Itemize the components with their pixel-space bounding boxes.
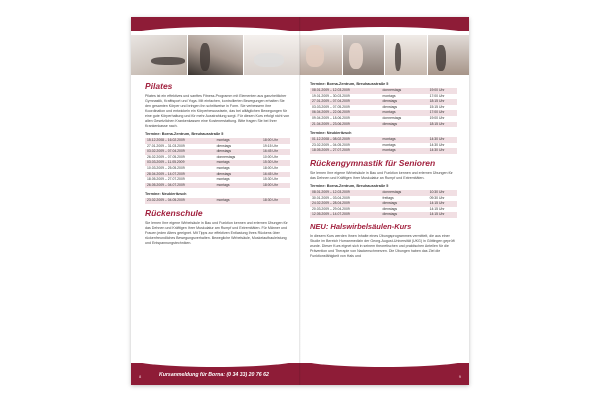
cont-schedule2-table — [310, 137, 457, 154]
schedule-weekday: dienstags — [381, 122, 428, 128]
senioren-schedule-title: Termine: Borna-Zentrum, Breuhausstraße 5 — [310, 183, 389, 188]
schedule-weekday: dienstags — [381, 99, 428, 105]
left-page — [131, 17, 300, 385]
page-fold — [299, 17, 301, 385]
schedule-dates: 15.12.2008 – 16.02.2009 — [145, 138, 215, 144]
schedule-dates: 24.02.2009 – 28.04.2009 — [310, 201, 381, 207]
schedule-row — [310, 212, 457, 218]
schedule-dates: 26.05.2009 – 04.07.2009 — [145, 183, 215, 189]
schedule-time: 18:00 Uhr — [261, 166, 290, 172]
rueckenschule-text: Sie lernen Ihre eigene Wirbelsäule in Bau und Funktion kennen und erlernen Übungen für das Dehnen und Kräftigen Ihrer Muskulatur am Rumpf und Extremitäten. Für Männer und Frauen jeden Alters geeignet. Mit Tipps zur effektiven Entlastung Ihres Rückens über rückenfreundliches Bewegungsverhalten. Bewegliche Wirbelsäule, Muskelaufbauleistung und Entspannungstechniken. — [145, 220, 288, 245]
schedule-weekday: freitags — [381, 196, 428, 202]
schedule-dates: 27.01.2009 – 07.04.2009 — [310, 99, 381, 105]
schedule-time: 19:00 Uhr — [428, 116, 457, 122]
schedule-weekday: montags — [381, 94, 428, 100]
schedule-weekday: donnerstags — [215, 155, 261, 161]
schedule-weekday: montags — [215, 183, 261, 189]
schedule-row — [145, 183, 290, 189]
photo-neck-pain — [343, 35, 385, 75]
right-content — [310, 80, 457, 262]
right-page — [300, 17, 469, 385]
senioren-text: Sie lernen Ihre eigene Wirbelsäule in Bau und Funktion kennen und erlernen Übungen für das Dehnen und Kräftigen Ihrer Muskulatur an Rumpf und Extremitäten. — [310, 170, 453, 180]
schedule-weekday: montags — [381, 148, 428, 154]
schedule-dates: 19.01.2009 – 30.03.2009 — [310, 94, 381, 100]
bottom-accent-bar-right — [300, 363, 469, 385]
schedule-time: 14:15 Uhr — [428, 201, 457, 207]
schedule-time: 19:00 Uhr — [428, 88, 457, 94]
cont-schedule-title: Termine: Borna-Zentrum, Breuhausstraße 5 — [310, 82, 389, 86]
schedule-row — [310, 148, 457, 154]
schedule-weekday: donnerstags — [381, 190, 428, 196]
schedule-row — [310, 122, 457, 128]
schedule-row — [310, 116, 457, 122]
photo-exercise-ball — [244, 35, 300, 75]
rueckenschule-heading: Rückenschule — [145, 207, 203, 218]
pilates-schedule-table — [145, 138, 290, 188]
schedule-weekday: montags — [381, 143, 428, 149]
schedule-time: 16:45 Uhr — [261, 172, 290, 178]
schedule-row — [310, 190, 457, 196]
photo-senior-exercise — [428, 35, 470, 75]
schedule-time: 10:00 Uhr — [261, 155, 290, 161]
schedule-time: 17:00 Uhr — [428, 94, 457, 100]
schedule-dates: 21.04.2009 – 23.06.2009 — [310, 122, 381, 128]
bottom-accent-bar — [131, 363, 300, 385]
photo-yoga-pose — [188, 35, 244, 75]
schedule-time: 17:00 Uhr — [428, 110, 457, 116]
page-number-left: 8 — [139, 374, 142, 379]
schedule-weekday: montags — [381, 110, 428, 116]
schedule-dates: 18.05.2009 – 27.07.2009 — [310, 148, 381, 154]
pilates-schedule2-table — [145, 198, 290, 204]
schedule-time: 15:30 Uhr — [261, 160, 290, 166]
schedule-dates: 26.02.2009 – 07.05.2009 — [145, 155, 215, 161]
schedule-time: 14:30 Uhr — [428, 143, 457, 149]
schedule-weekday: montags — [215, 166, 261, 172]
schedule-time: 10:30 Uhr — [428, 190, 457, 196]
schedule-weekday: dienstags — [381, 212, 428, 218]
schedule-row — [145, 149, 290, 155]
schedule-dates: 08.01.2009 – 12.03.2009 — [310, 88, 381, 94]
cont-schedule-table — [310, 88, 457, 127]
schedule-dates: 28.04.2009 – 14.07.2009 — [145, 172, 215, 178]
schedule-dates: 18.05.2009 – 27.07.2009 — [145, 177, 215, 183]
schedule-weekday: montags — [215, 160, 261, 166]
schedule-weekday: donnerstags — [381, 116, 428, 122]
schedule-time: 18:00 Uhr — [261, 183, 290, 189]
top-accent-bar-right — [300, 17, 469, 31]
schedule-weekday: dienstags — [381, 207, 428, 213]
photo-strip-right — [300, 35, 469, 75]
schedule-weekday: montags — [381, 137, 428, 143]
schedule-weekday: montags — [215, 138, 261, 144]
hws-heading: NEU: Halswirbelsäulen-Kurs — [310, 221, 412, 231]
schedule-time: 09:30 Uhr — [428, 196, 457, 202]
pilates-schedule2-title: Termine: Neukieritzsch — [145, 192, 187, 197]
schedule-weekday: dienstags — [215, 144, 261, 150]
schedule-time: 15:30 Uhr — [261, 177, 290, 183]
senioren-schedule-table — [310, 190, 457, 218]
schedule-dates: 03.03.2009 – 11.05.2009 — [145, 160, 215, 166]
page-number-right: 9 — [458, 374, 461, 379]
schedule-dates: 20.03.2009 – 29.04.2009 — [310, 207, 381, 213]
schedule-dates: 03.03.2009 – 07.05.2009 — [310, 105, 381, 111]
photo-strip-left — [131, 35, 300, 75]
schedule-row — [310, 99, 457, 105]
schedule-time: 14:15 Uhr — [428, 212, 457, 218]
schedule-weekday: montags — [215, 198, 261, 204]
schedule-time: 14:30 Uhr — [428, 137, 457, 143]
left-content — [145, 81, 290, 249]
schedule-weekday: dienstags — [215, 172, 261, 178]
schedule-time: 18:30 Uhr — [261, 198, 290, 204]
brochure-spread — [131, 17, 469, 385]
schedule-dates: 01.12.2008 – 08.02.2009 — [310, 137, 381, 143]
schedule-time: 18:00 Uhr — [261, 138, 290, 144]
schedule-dates: 09.04.2009 – 18.06.2009 — [310, 116, 381, 122]
schedule-dates: 30.01.2009 – 03.04.2009 — [310, 196, 381, 202]
schedule-time: 14:15 Uhr — [428, 207, 457, 213]
schedule-dates: 12.05.2009 – 14.07.2009 — [310, 212, 381, 218]
top-accent-bar — [131, 17, 300, 31]
schedule-dates: 03.02.2009 – 07.04.2009 — [145, 149, 215, 155]
schedule-dates: 23.02.2009 – 04.05.2009 — [145, 198, 215, 204]
pilates-heading: Pilates — [145, 81, 173, 91]
schedule-row — [145, 177, 290, 183]
schedule-dates: 06.04.2009 – 22.06.2009 — [310, 110, 381, 116]
photo-gymnastics — [385, 35, 427, 75]
schedule-time: 14:30 Uhr — [428, 148, 457, 154]
photo-stretching — [131, 35, 187, 75]
hws-text: In diesem Kurs werden Ihnen Inhalte eines Übungsprogrammes vermittelt, die aus einer Studie im Bereich Humanmedizin der Georg-August-Universität (UKG) in Göttingen geprüft wurde. Dieser Kurs eignet sich in seinem theoretischen und praktischen Anteilen für die Prävention und Therapie von Nackenschmerzen. Die Übungen haben das Ziel die Funktionsfähigkeit von Hals und — [310, 233, 455, 258]
schedule-row — [145, 166, 290, 172]
pilates-text: Pilates ist ein effektives und sanftes Fitness-Programm mit Elementen aus ganzheitlicher Gymnastik, Krafttsport und Yoga. Mit einfachen, kontrollierten Bewegungen erhalten Sie den gesamten Körper und bringen ihn schrittweise in Form. Sie verbessern ihre Koordination und entwickeln ein Körperbewusstsein, das bei alltäglichen Bewegungen für eine gute Körperhaltung und für mehr Ausstrahlung sorgt. Für diesen Kurs erfolgt nicht von allen Gesetzlichen Krankenkassen eine Kostenerstattung. Bitte fragen Sie bei Ihrer Krankenkasse nach. — [145, 94, 290, 128]
schedule-time: 18:15 Uhr — [428, 122, 457, 128]
schedule-dates: 10.03.2009 – 25.05.2009 — [145, 166, 215, 172]
schedule-weekday: montags — [215, 177, 261, 183]
schedule-weekday: donnerstags — [381, 88, 428, 94]
schedule-dates: 08.01.2009 – 12.03.2009 — [310, 190, 381, 196]
schedule-time: 18:15 Uhr — [428, 99, 457, 105]
schedule-row — [145, 138, 290, 144]
schedule-row — [145, 198, 290, 204]
schedule-row — [310, 201, 457, 207]
schedule-time: 16:45 Uhr — [261, 149, 290, 155]
schedule-weekday: dienstags — [381, 105, 428, 111]
schedule-dates: 23.02.2009 – 04.05.2009 — [310, 143, 381, 149]
schedule-time: 19:15 Uhr — [261, 144, 290, 150]
schedule-row — [310, 88, 457, 94]
schedule-dates: 27.01.2009 – 31.03.2009 — [145, 144, 215, 150]
photo-back-massage — [300, 35, 342, 75]
schedule-row — [310, 137, 457, 143]
schedule-weekday: dienstags — [381, 201, 428, 207]
registration-phone: Kursanmeldung für Borna: (0 34 33) 20 76 62 — [159, 372, 269, 378]
schedule-weekday: dienstags — [215, 149, 261, 155]
pilates-schedule-title: Termine: Borna-Zentrum, Breuhausstraße 5 — [145, 132, 224, 136]
schedule-time: 15:15 Uhr — [428, 105, 457, 111]
senioren-heading: Rückengymnastik für Senioren — [310, 157, 436, 168]
cont-schedule2-title: Termine: Neukieritzsch — [310, 131, 352, 136]
